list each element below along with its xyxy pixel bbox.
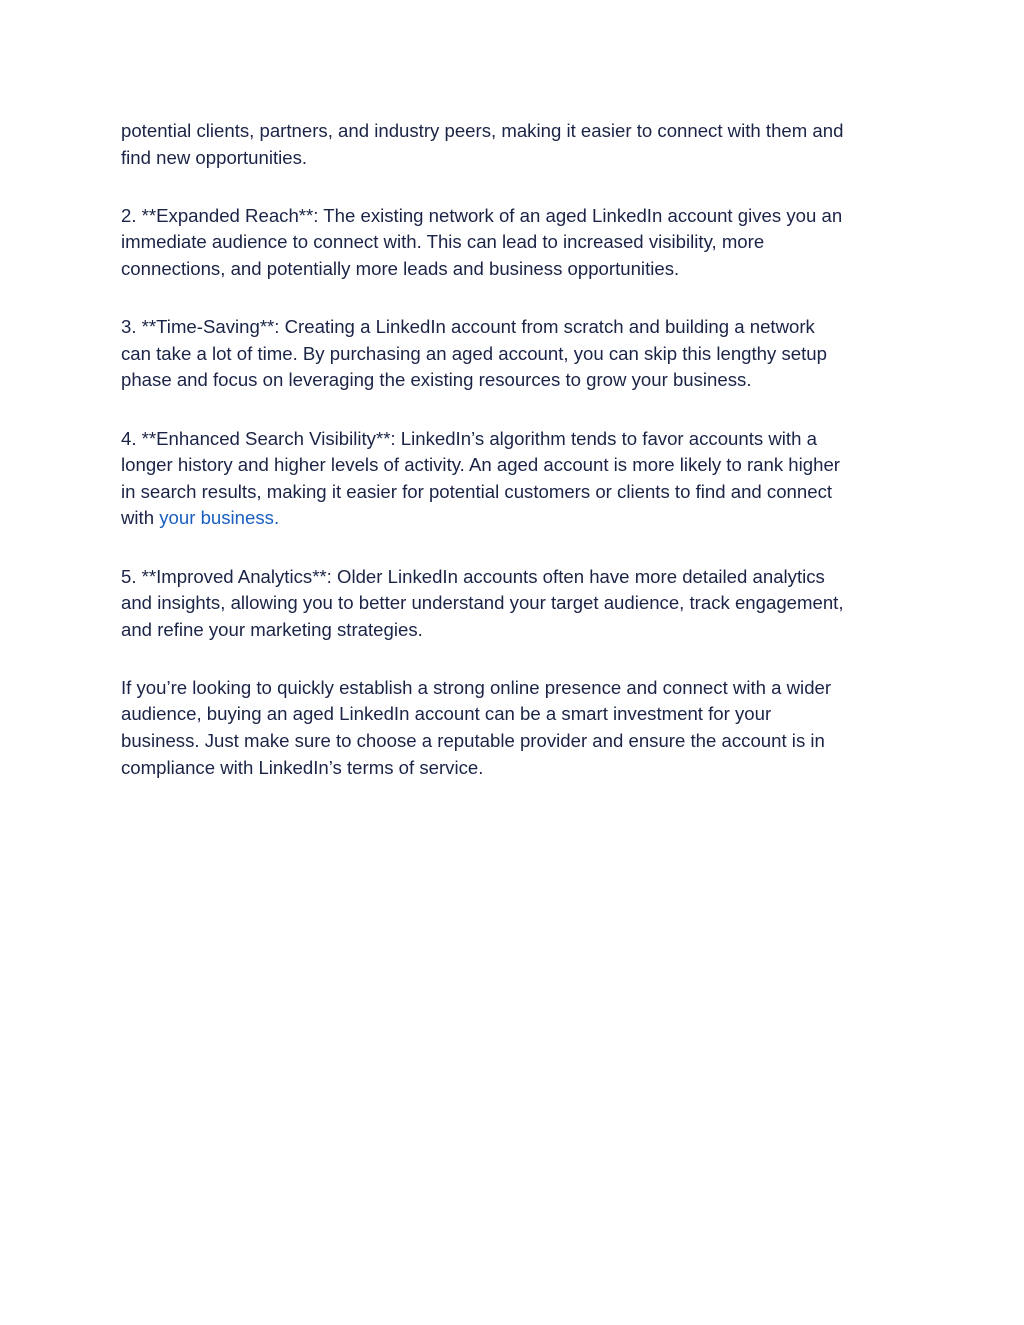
text-line: business. Just make sure to choose a reputable provider and ensure the account is in: [121, 730, 825, 752]
paragraph-improved-analytics: [121, 564, 921, 644]
text-line: audience, buying an aged LinkedIn account can be a smart investment for your: [121, 703, 772, 725]
text-line: find new opportunities.: [121, 146, 308, 168]
text-line: and insights, allowing you to better understand your target audience, track engagement,: [121, 592, 844, 614]
text-line: compliance with LinkedIn’s terms of service.: [121, 756, 484, 778]
paragraph-search-visibility: [121, 426, 921, 532]
text-line: 5. **Improved Analytics**: Older LinkedIn accounts often have more detailed analytics: [121, 565, 825, 587]
text-line: connections, and potentially more leads and business opportunities.: [121, 257, 680, 279]
text-line: can take a lot of time. By purchasing an aged account, you can skip this lengthy setup: [121, 342, 827, 364]
text-line: 3. **Time-Saving**: Creating a LinkedIn account from scratch and building a network: [121, 316, 815, 338]
paragraph-expanded-reach: [121, 203, 921, 283]
text-line: If you’re looking to quickly establish a strong online presence and connect with a wider: [121, 676, 832, 698]
text-line: longer history and higher levels of activity. An aged account is more likely to rank higher: [121, 454, 840, 476]
text-fragment: with: [121, 507, 160, 529]
text-line: 2. **Expanded Reach**: The existing network of an aged LinkedIn account gives you an: [121, 204, 843, 226]
text-line: 4. **Enhanced Search Visibility**: LinkedIn’s algorithm tends to favor accounts with a: [121, 427, 817, 449]
paragraph-conclusion: [121, 675, 921, 781]
text-line-with-link: [121, 505, 921, 532]
your-business-link[interactable]: your business.: [159, 507, 280, 529]
text-line: and refine your marketing strategies.: [121, 618, 423, 640]
paragraph-intro-continuation: [121, 118, 921, 171]
document-body: [121, 118, 921, 813]
paragraph-time-saving: [121, 314, 921, 394]
text-line: potential clients, partners, and industry peers, making it easier to connect with them and: [121, 120, 844, 141]
text-line: phase and focus on leveraging the existing resources to grow your business.: [121, 369, 752, 391]
text-line: immediate audience to connect with. This can lead to increased visibility, more: [121, 231, 765, 253]
text-line: in search results, making it easier for potential customers or clients to find and connect: [121, 480, 833, 502]
